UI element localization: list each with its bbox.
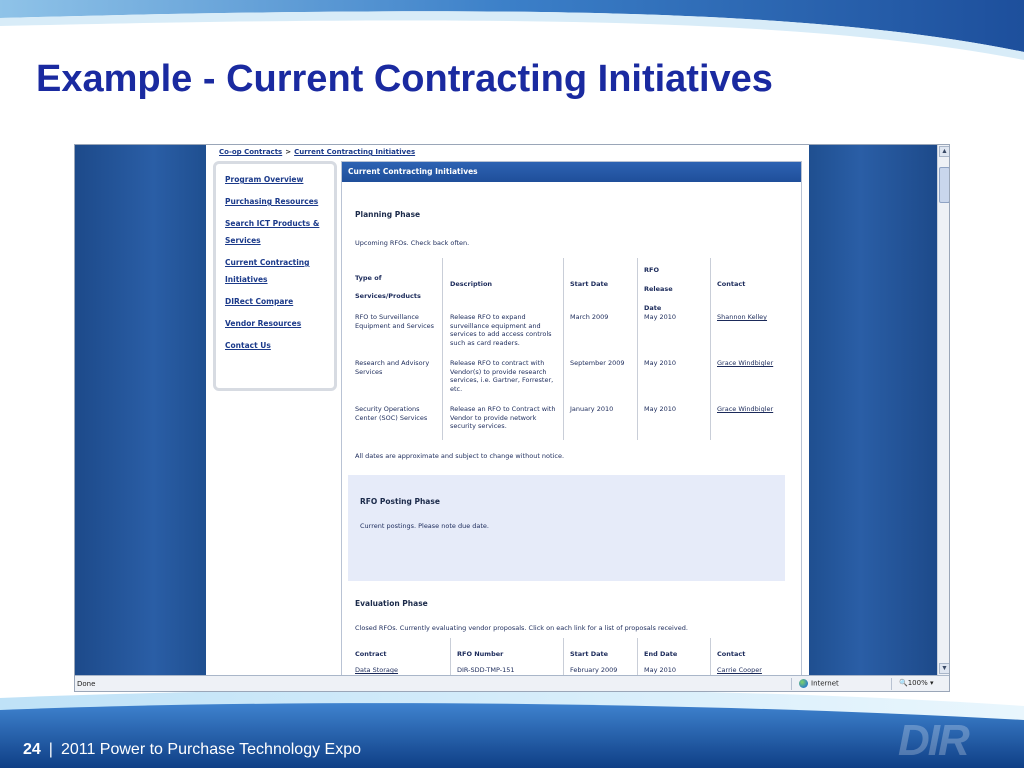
status-divider <box>791 678 792 690</box>
rfo-posting-section <box>348 475 785 581</box>
column-divider <box>563 258 564 440</box>
col-header-contact: Contact <box>717 650 746 658</box>
chevron-down-icon: ▾ <box>929 679 934 687</box>
table-cell: Release RFO to contract with Vendor(s) to provide research services, i.e. Gartner, Forrester, etc. <box>450 359 554 393</box>
col-header-end-date: End Date <box>644 650 678 658</box>
status-divider <box>891 678 892 690</box>
slide-footer <box>23 741 361 759</box>
nav-purchasing-resources[interactable]: Purchasing Resources <box>225 197 319 206</box>
content-panel <box>341 161 802 681</box>
page-right-gutter <box>809 145 937 675</box>
contact-link[interactable]: Carrie Cooper <box>717 666 762 674</box>
zoom-level: 100% <box>907 679 928 687</box>
slide-number: 24 <box>23 741 41 758</box>
scroll-thumb[interactable] <box>939 167 950 203</box>
evaluation-phase-note: Closed RFOs. Currently evaluating vendor proposals. Click on each link for a list of proposals received. <box>355 624 688 632</box>
rfo-posting-phase-title: RFO Posting Phase <box>360 497 440 506</box>
contact-link[interactable]: Grace Windbigler <box>717 359 774 367</box>
table-cell: May 2010 <box>644 666 677 674</box>
nav-direct-compare[interactable]: DIRect Compare <box>225 297 294 306</box>
nav-current-contracting-initiatives[interactable]: Current Contracting Initiatives <box>225 258 310 284</box>
nav-contact-us[interactable]: Contact Us <box>225 341 271 350</box>
column-divider <box>710 258 711 440</box>
col-header-rfo-number: RFO Number <box>457 650 504 658</box>
column-divider <box>442 258 443 440</box>
browser-status-bar <box>75 675 950 692</box>
planning-phase-title: Planning Phase <box>355 210 421 219</box>
evaluation-phase-title: Evaluation Phase <box>355 599 428 608</box>
col-header-start-date: Start Date <box>570 280 609 288</box>
breadcrumb-separator: > <box>285 148 292 156</box>
table-cell: September 2009 <box>570 359 625 367</box>
status-text: Done <box>77 680 96 688</box>
col-header-start-date: Start Date <box>570 650 609 658</box>
planning-phase-note: Upcoming RFOs. Check back often. <box>355 239 470 247</box>
nav-search-ict-products[interactable]: Search ICT Products & Services <box>225 219 320 245</box>
footer-separator: | <box>48 741 53 758</box>
panel-header: Current Contracting Initiatives <box>342 162 801 182</box>
table-cell: May 2010 <box>644 359 677 367</box>
table-cell: May 2010 <box>644 405 677 413</box>
left-navigation <box>213 161 337 391</box>
col-header-contact: Contact <box>717 280 746 288</box>
contract-link[interactable]: Data Storage <box>355 666 399 674</box>
breadcrumb-co-op-contracts[interactable]: Co-op Contracts <box>219 148 283 156</box>
contact-link[interactable]: Grace Windbigler <box>717 405 774 413</box>
zone-label: Internet <box>811 679 839 688</box>
page-left-gutter <box>75 145 206 675</box>
vertical-scrollbar[interactable] <box>937 145 950 675</box>
column-divider <box>637 258 638 440</box>
table-cell: January 2010 <box>570 405 614 413</box>
col-header-contract: Contract <box>355 650 387 658</box>
breadcrumb-current[interactable]: Current Contracting Initiatives <box>294 148 416 156</box>
scroll-up-icon[interactable]: ▲ <box>939 146 950 157</box>
nav-vendor-resources[interactable]: Vendor Resources <box>225 319 302 328</box>
planning-disclaimer: All dates are approximate and subject to change without notice. <box>355 452 565 460</box>
table-cell: May 2010 <box>644 313 677 321</box>
col-header-rfo-release-date: RFO Release Date <box>644 266 673 312</box>
contact-link[interactable]: Shannon Kelley <box>717 313 768 321</box>
dir-logo: DIR <box>898 716 968 765</box>
col-header-type: Type of Services/Products <box>355 274 421 300</box>
zoom-control[interactable] <box>899 679 933 687</box>
table-cell: Release an RFO to Contract with Vendor to provide network security services. <box>450 405 556 430</box>
browser-screenshot <box>74 144 950 692</box>
globe-icon <box>799 679 808 688</box>
table-cell: RFO to Surveillance Equipment and Services <box>355 313 435 330</box>
col-header-description: Description <box>450 280 493 288</box>
table-cell: Research and Advisory Services <box>355 359 430 376</box>
table-cell: Security Operations Center (SOC) Services <box>355 405 428 422</box>
table-cell: February 2009 <box>570 666 618 674</box>
table-cell: March 2009 <box>570 313 609 321</box>
nav-program-overview[interactable]: Program Overview <box>225 175 304 184</box>
breadcrumb <box>219 148 415 156</box>
table-cell: DIR-SDD-TMP-151 <box>457 666 515 674</box>
rfo-posting-note: Current postings. Please note due date. <box>360 522 489 530</box>
table-cell: Release RFO to expand surveillance equipment and services to add access controls such as card readers. <box>450 313 552 347</box>
slide-title: Example - Current Contracting Initiatives <box>36 58 773 100</box>
planning-table <box>355 258 795 440</box>
scroll-down-icon[interactable]: ▼ <box>939 663 950 674</box>
magnifier-icon: 🔍 <box>899 679 908 687</box>
web-page <box>206 145 809 675</box>
footer-text: 2011 Power to Purchase Technology Expo <box>60 741 361 758</box>
security-zone[interactable] <box>799 679 839 688</box>
